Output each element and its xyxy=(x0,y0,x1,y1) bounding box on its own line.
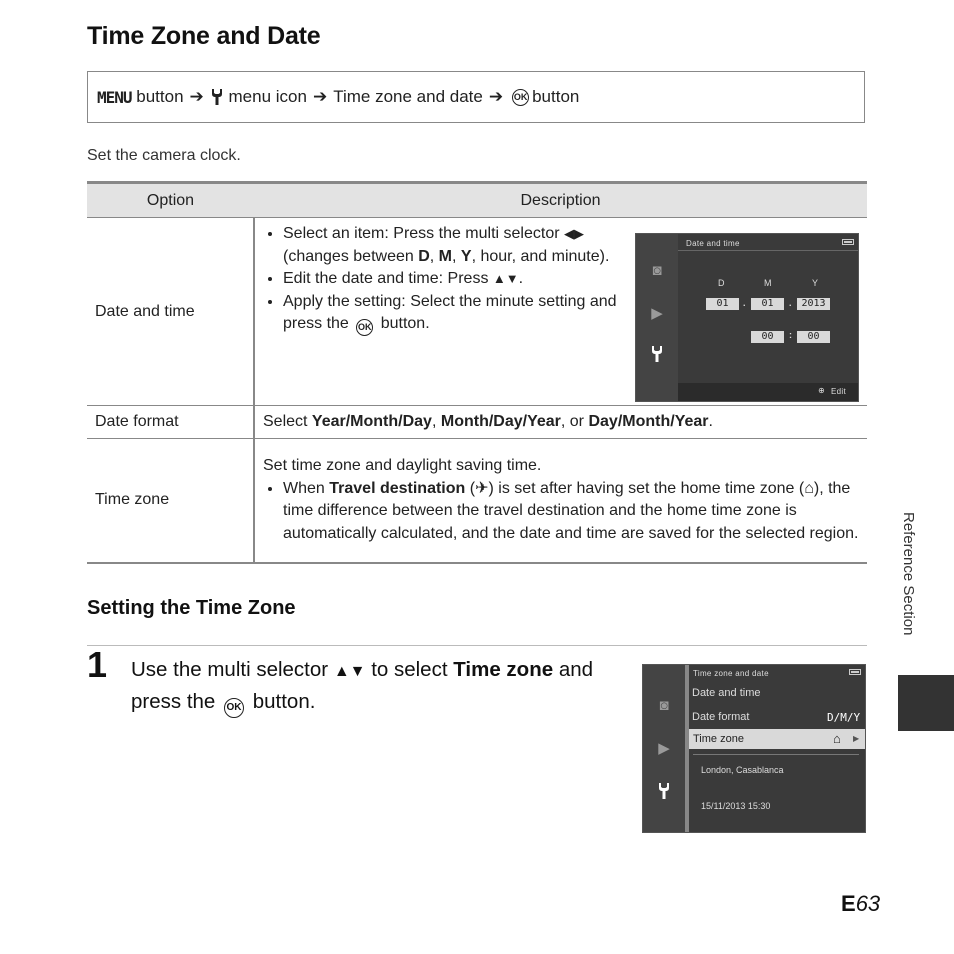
list-item: • Apply the setting: Select the minute setting and press the OK button. xyxy=(283,291,618,337)
menu-item: Date format xyxy=(692,711,750,723)
table-row xyxy=(87,439,867,563)
section-subtitle: Setting the Time Zone xyxy=(87,597,296,619)
menu-item: Date and time xyxy=(692,687,761,699)
day-label: D xyxy=(718,278,725,288)
minute-field: 00 xyxy=(797,331,830,343)
up-down-arrows-icon: ▲▼ xyxy=(333,663,366,680)
wrench-icon xyxy=(210,88,224,106)
edit-hint: Edit xyxy=(831,387,846,396)
left-right-arrows-icon: ◀▶ xyxy=(564,226,585,241)
arrow-right-icon: ▶ xyxy=(853,734,860,743)
camera-icon: ◙ xyxy=(652,262,662,279)
button-text: button xyxy=(532,87,580,106)
up-down-arrows-icon: ▲▼ xyxy=(492,271,519,286)
hour-field: 00 xyxy=(751,331,784,343)
ok-button-icon: OK xyxy=(224,698,244,718)
table-header-row xyxy=(87,183,867,218)
ok-button-icon: OK xyxy=(356,319,373,336)
description-cell xyxy=(254,218,867,406)
movie-icon: ▶ xyxy=(651,305,663,322)
description-cell: Set time zone and daylight saving time. • When Travel destination (✈) is set after having set the home time zone (⌂), the time difference between the travel destination and the home time zone is automatically calculated, and the date and time are saved for the selected region. xyxy=(254,439,867,563)
button-text: button xyxy=(136,87,184,106)
table-row xyxy=(87,406,867,439)
month-label: M xyxy=(764,278,772,288)
wrench-icon xyxy=(643,781,685,806)
section-tab-marker xyxy=(898,675,954,731)
day-field: 01 xyxy=(706,298,739,310)
movie-icon: ▶ xyxy=(658,740,670,757)
date-format-value: D/M/Y xyxy=(827,711,861,724)
arrow-right-icon: ➔ xyxy=(312,87,328,106)
option-cell: Date and time xyxy=(87,218,254,406)
time-zone-menu-screen xyxy=(642,664,866,833)
screen-header: Date and time xyxy=(686,239,740,248)
menu-icon-text: menu icon xyxy=(228,87,307,106)
option-cell: Time zone xyxy=(87,439,254,563)
step-instruction: Use the multi selector ▲▼ to select Time zone and press the OK button. xyxy=(131,655,601,718)
ok-button-icon: OK xyxy=(512,89,529,106)
airplane-icon: ✈ xyxy=(475,479,489,497)
menu-item: Time zone xyxy=(693,733,744,745)
menu-button-label: MENU xyxy=(97,87,132,107)
year-label: Y xyxy=(812,278,819,288)
arrow-right-icon: ➔ xyxy=(189,87,204,106)
camera-icon: ◙ xyxy=(659,697,669,714)
home-icon: ⌂ xyxy=(833,731,841,746)
section-tab: Reference Section xyxy=(900,512,917,636)
city-text: London, Casablanca xyxy=(701,765,784,775)
battery-icon xyxy=(842,239,854,245)
date-time-text: 15/11/2013 15:30 xyxy=(701,801,771,811)
list-item: • Edit the date and time: Press ▲▼. xyxy=(283,268,618,291)
home-icon: ⌂ xyxy=(804,479,814,497)
step-number: 1 xyxy=(87,644,108,685)
list-item: • Select an item: Press the multi selector ◀▶ (changes between D, M, Y, hour, and minute). xyxy=(283,223,618,268)
page-title: Time Zone and Date xyxy=(87,22,321,50)
column-header-description: Description xyxy=(254,183,867,218)
month-field: 01 xyxy=(751,298,784,310)
list-item: • When Travel destination (✈) is set after having set the home time zone (⌂), the time difference between the travel destination and the home time zone is automatically calculated, and the date and time are saved for the selected region. xyxy=(283,478,861,546)
options-table xyxy=(87,181,867,564)
page-number: E63 xyxy=(841,891,881,916)
description-cell: Select Year/Month/Day, Month/Day/Year, or Day/Month/Year. xyxy=(254,406,867,439)
column-header-option: Option xyxy=(87,183,254,218)
option-cell: Date format xyxy=(87,406,254,439)
intro-text: Set the camera clock. xyxy=(87,147,241,164)
wrench-icon xyxy=(636,344,678,369)
table-row xyxy=(87,218,867,406)
divider xyxy=(87,645,867,646)
reference-icon: E xyxy=(841,891,856,916)
battery-icon xyxy=(849,669,861,675)
navigation-path xyxy=(87,71,865,123)
screen-header: Time zone and date xyxy=(693,669,769,678)
menu-item-text: Time zone and date xyxy=(333,87,483,106)
edit-hint-icon: ⊕ xyxy=(818,386,826,395)
date-time-screen: ◙ ▶ Date and time D M Y 01 . 01 . 2013 00 : 00 ⊕ Edit xyxy=(635,233,859,402)
arrow-right-icon: ➔ xyxy=(488,87,504,106)
year-field: 2013 xyxy=(797,298,830,310)
